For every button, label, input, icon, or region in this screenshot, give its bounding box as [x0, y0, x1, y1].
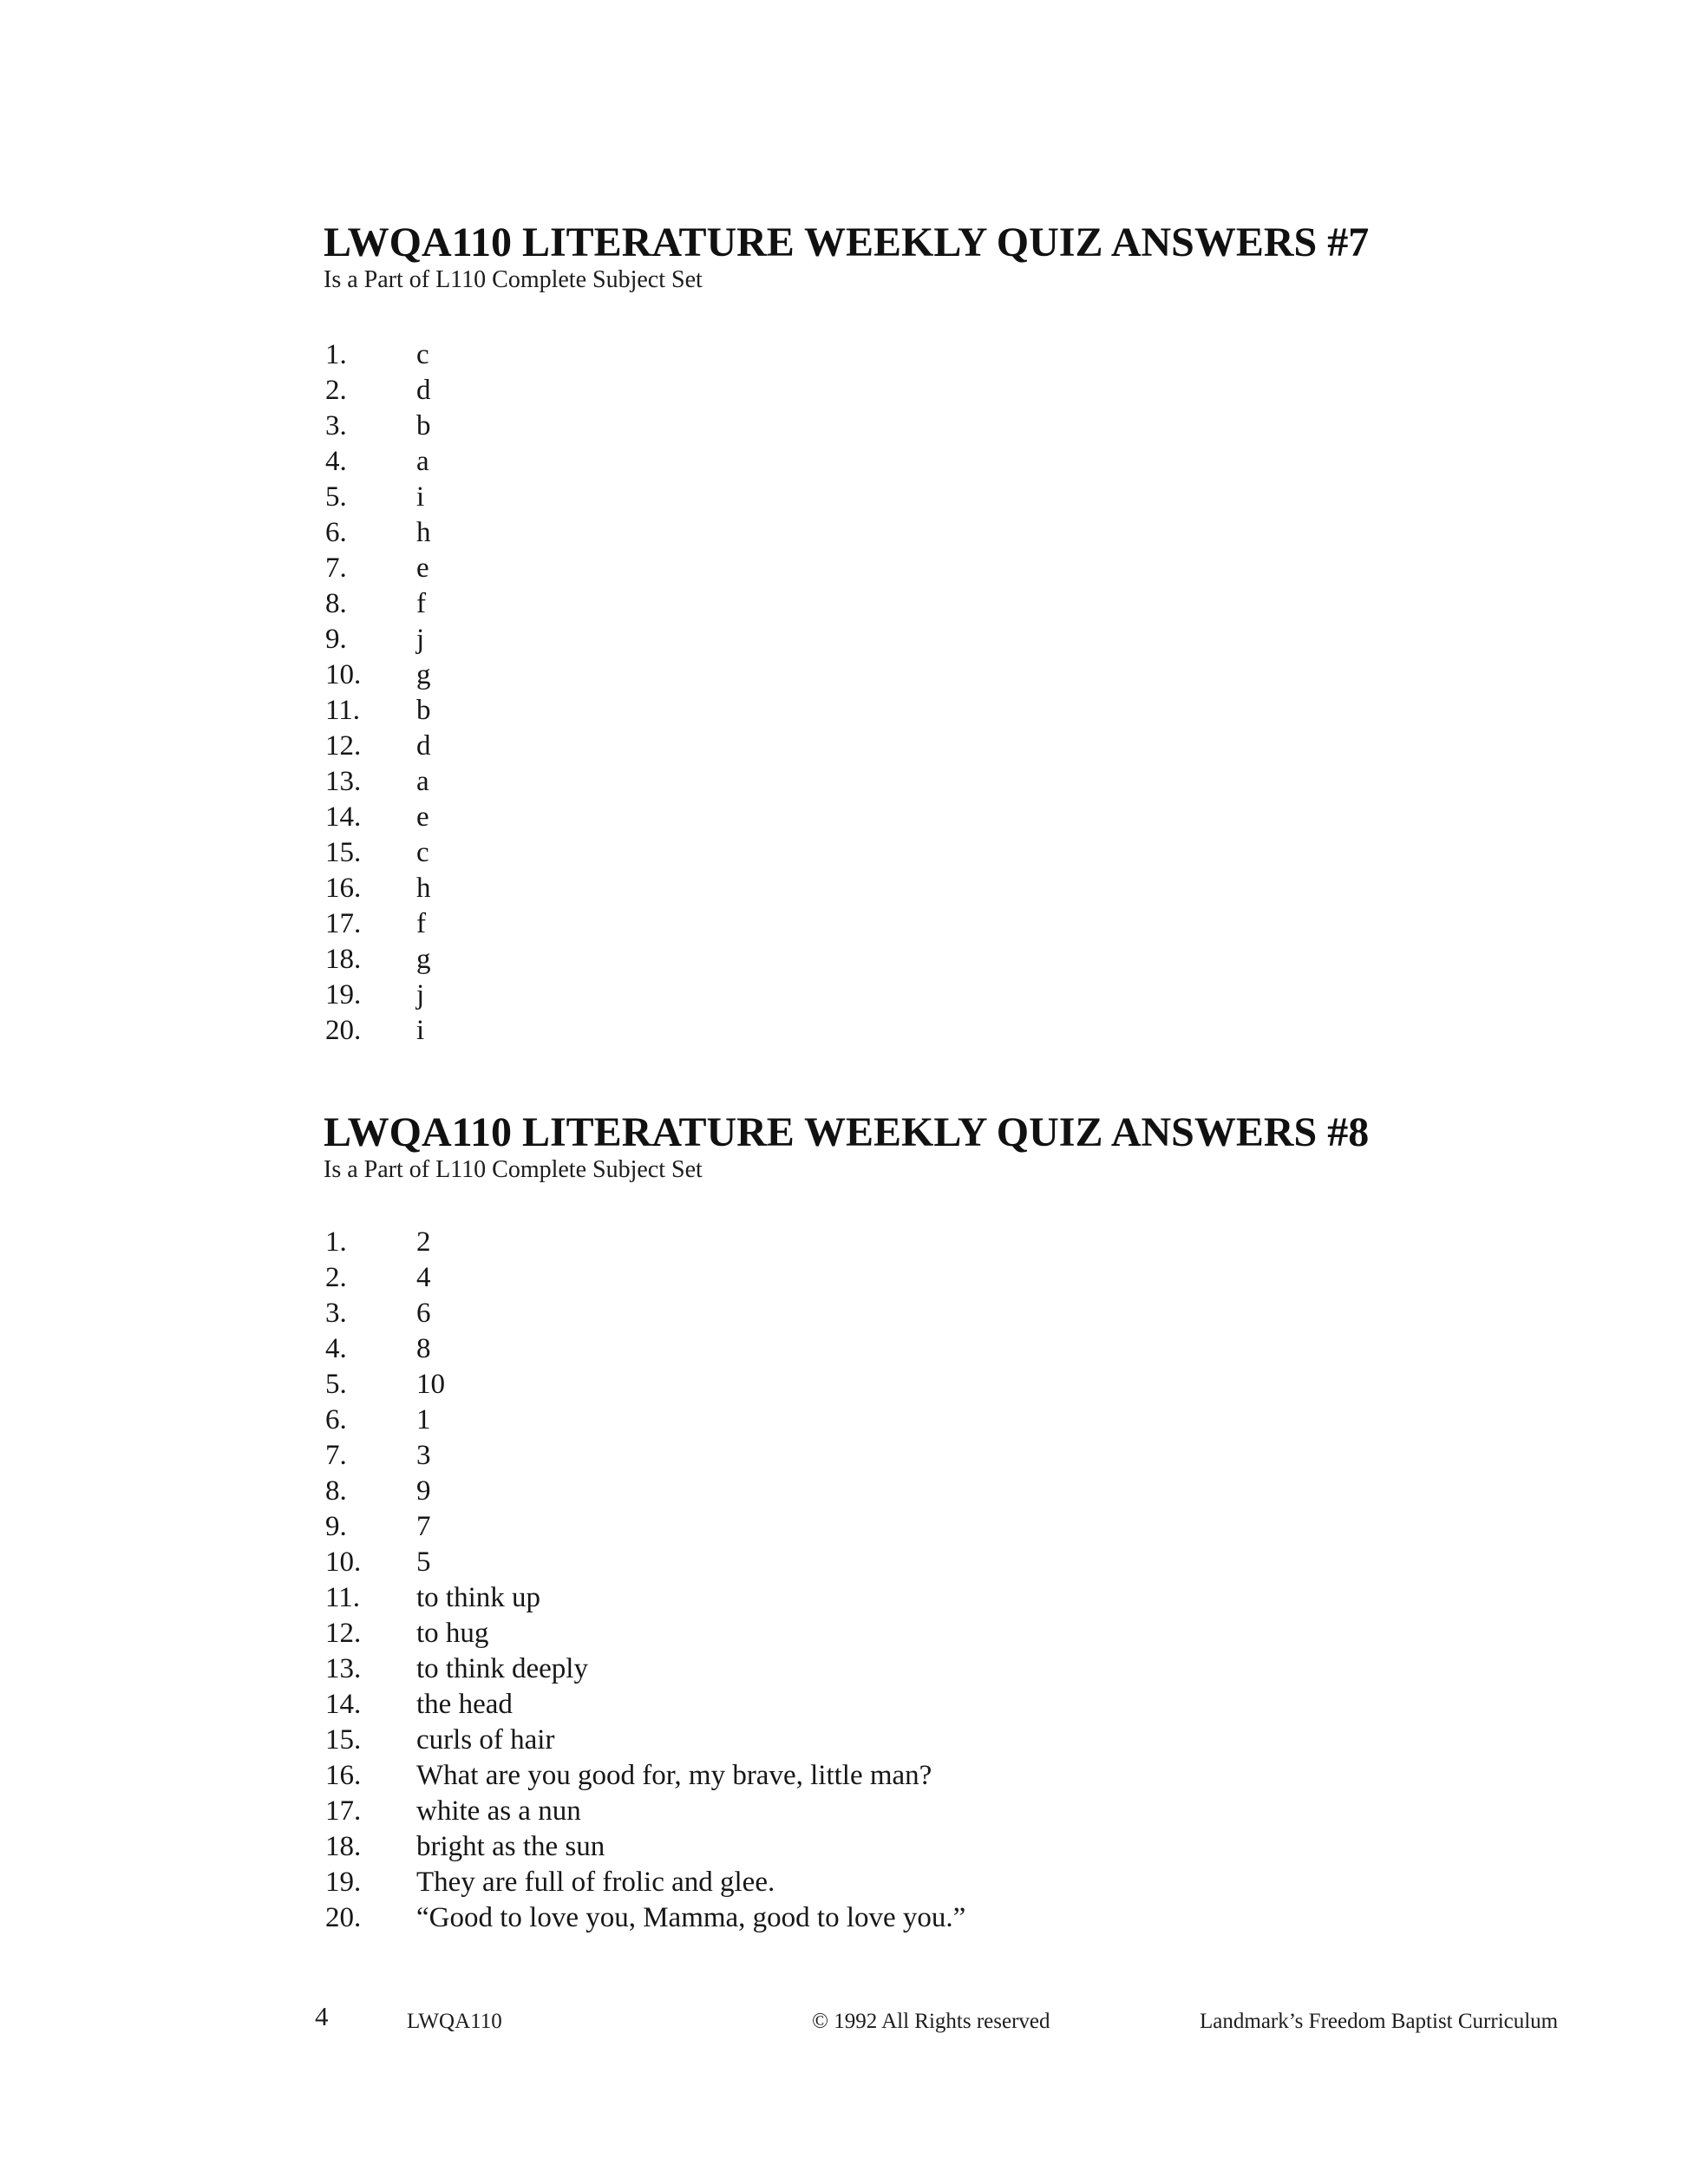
answer-row [325, 1296, 965, 1331]
answer-value: c [416, 339, 429, 370]
answer-value: 2 [416, 1226, 431, 1258]
answer-row [325, 1509, 965, 1545]
answer-number: 19. [325, 979, 362, 1010]
quiz8-title: LWQA110 LITERATURE WEEKLY QUIZ ANSWERS #8 [324, 1109, 1370, 1155]
answer-value: g [416, 659, 431, 690]
answer-number: 2. [325, 375, 347, 406]
answer-value: What are you good for, my brave, little man? [416, 1760, 932, 1791]
answer-number: 6. [325, 517, 347, 548]
answer-value: c [416, 837, 429, 868]
answer-row [325, 480, 431, 515]
answer-row [325, 1474, 965, 1509]
answer-value: j [416, 979, 425, 1010]
answer-value: 8 [416, 1333, 431, 1364]
answer-row [325, 906, 431, 942]
answer-number: 1. [325, 1226, 347, 1258]
answer-value: a [416, 766, 429, 797]
answer-number: 20. [325, 1015, 362, 1046]
answer-row [325, 871, 431, 906]
answer-value: i [416, 1015, 425, 1046]
answer-row [325, 693, 431, 729]
answer-row [325, 978, 431, 1013]
answer-number: 15. [325, 1724, 362, 1756]
answer-value: f [416, 588, 426, 619]
answer-value: to think up [416, 1582, 541, 1613]
answer-value: b [416, 695, 431, 726]
quiz7-header [324, 219, 1369, 294]
answer-row [325, 1758, 965, 1794]
answer-number: 17. [325, 1795, 362, 1827]
answer-row [325, 800, 431, 835]
answer-number: 2. [325, 1262, 347, 1293]
answer-row [325, 1367, 965, 1403]
quiz7-answer-list [325, 337, 431, 1049]
answer-value: bright as the sun [416, 1831, 605, 1862]
answer-number: 13. [325, 1653, 362, 1684]
answer-value: 6 [416, 1298, 431, 1329]
answer-number: 13. [325, 766, 362, 797]
answer-number: 10. [325, 1546, 362, 1578]
answer-row [325, 1900, 965, 1936]
answer-number: 7. [325, 1440, 347, 1471]
answer-value: a [416, 446, 429, 477]
answer-row [325, 551, 431, 586]
answer-number: 9. [325, 624, 347, 655]
answer-number: 10. [325, 659, 362, 690]
answer-row [325, 444, 431, 480]
quiz8-answer-list [325, 1225, 965, 1936]
answer-row [325, 729, 431, 764]
answer-row [325, 337, 431, 373]
answer-row [325, 657, 431, 693]
footer-page-number: 4 [315, 2001, 329, 2031]
answer-number: 17. [325, 908, 362, 939]
answer-value: 5 [416, 1546, 431, 1578]
footer-publisher: Landmark’s Freedom Baptist Curriculum [1200, 2010, 1559, 2033]
answer-value: d [416, 730, 431, 762]
answer-row [325, 942, 431, 978]
answer-value: 4 [416, 1262, 431, 1293]
answer-number: 19. [325, 1867, 362, 1898]
answer-row [325, 1723, 965, 1758]
answer-row [325, 764, 431, 800]
answer-row [325, 373, 431, 409]
answer-row [325, 1616, 965, 1651]
answer-number: 6. [325, 1404, 347, 1435]
answer-row [325, 1794, 965, 1829]
answer-number: 20. [325, 1902, 362, 1933]
answer-value: 7 [416, 1511, 431, 1542]
answer-value: curls of hair [416, 1724, 555, 1756]
answer-row [325, 586, 431, 622]
answer-value: to hug [416, 1618, 489, 1649]
answer-row [325, 835, 431, 871]
answer-value: b [416, 410, 431, 441]
answer-number: 11. [325, 1582, 361, 1613]
answer-row [325, 1865, 965, 1900]
answer-row [325, 1013, 431, 1049]
answer-number: 9. [325, 1511, 347, 1542]
answer-number: 3. [325, 410, 347, 441]
answer-row [325, 1580, 965, 1616]
answer-value: 3 [416, 1440, 431, 1471]
answer-row [325, 1545, 965, 1580]
answer-number: 5. [325, 481, 347, 513]
answer-number: 8. [325, 588, 347, 619]
answer-row [325, 1260, 965, 1296]
answer-number: 15. [325, 837, 362, 868]
answer-value: 9 [416, 1475, 431, 1507]
answer-value: f [416, 908, 426, 939]
answer-number: 12. [325, 730, 362, 762]
answer-value: e [416, 801, 429, 833]
footer-doc-code: LWQA110 [407, 2010, 502, 2033]
answer-row [325, 1687, 965, 1723]
answer-row [325, 1331, 965, 1367]
answer-number: 8. [325, 1475, 347, 1507]
answer-number: 12. [325, 1618, 362, 1649]
answer-value: i [416, 481, 425, 513]
answer-number: 16. [325, 1760, 362, 1791]
answer-value: “Good to love you, Mamma, good to love you.” [416, 1902, 966, 1933]
answer-value: to think deeply [416, 1653, 588, 1684]
answer-row [325, 1829, 965, 1865]
answer-value: They are full of frolic and glee. [416, 1867, 775, 1898]
answer-number: 7. [325, 553, 347, 584]
answer-number: 16. [325, 873, 362, 904]
answer-number: 11. [325, 695, 361, 726]
answer-value: d [416, 375, 431, 406]
answer-value: 10 [416, 1369, 445, 1400]
answer-value: h [416, 873, 431, 904]
footer-copyright: © 1992 All Rights reserved [812, 2010, 1050, 2033]
answer-row [325, 515, 431, 551]
answer-row [325, 1438, 965, 1474]
answer-value: e [416, 553, 429, 584]
answer-row [325, 1651, 965, 1687]
answer-value: g [416, 944, 431, 975]
answer-number: 3. [325, 1298, 347, 1329]
answer-row [325, 622, 431, 657]
answer-value: h [416, 517, 431, 548]
quiz8-header [324, 1108, 1369, 1184]
answer-number: 5. [325, 1369, 347, 1400]
answer-row [325, 409, 431, 444]
answer-number: 18. [325, 944, 362, 975]
answer-number: 14. [325, 1689, 362, 1720]
answer-value: 1 [416, 1404, 431, 1435]
answer-number: 18. [325, 1831, 362, 1862]
answer-value: j [416, 624, 425, 655]
quiz7-title: LWQA110 LITERATURE WEEKLY QUIZ ANSWERS #7 [324, 219, 1370, 265]
quiz8-subtitle: Is a Part of L110 Complete Subject Set [324, 1156, 703, 1183]
answer-row [325, 1403, 965, 1438]
answer-value: white as a nun [416, 1795, 581, 1827]
answer-number: 14. [325, 801, 362, 833]
quiz7-subtitle: Is a Part of L110 Complete Subject Set [324, 266, 703, 293]
answer-number: 1. [325, 339, 347, 370]
answer-number: 4. [325, 1333, 347, 1364]
answer-row [325, 1225, 965, 1260]
answer-value: the head [416, 1689, 513, 1720]
answer-number: 4. [325, 446, 347, 477]
